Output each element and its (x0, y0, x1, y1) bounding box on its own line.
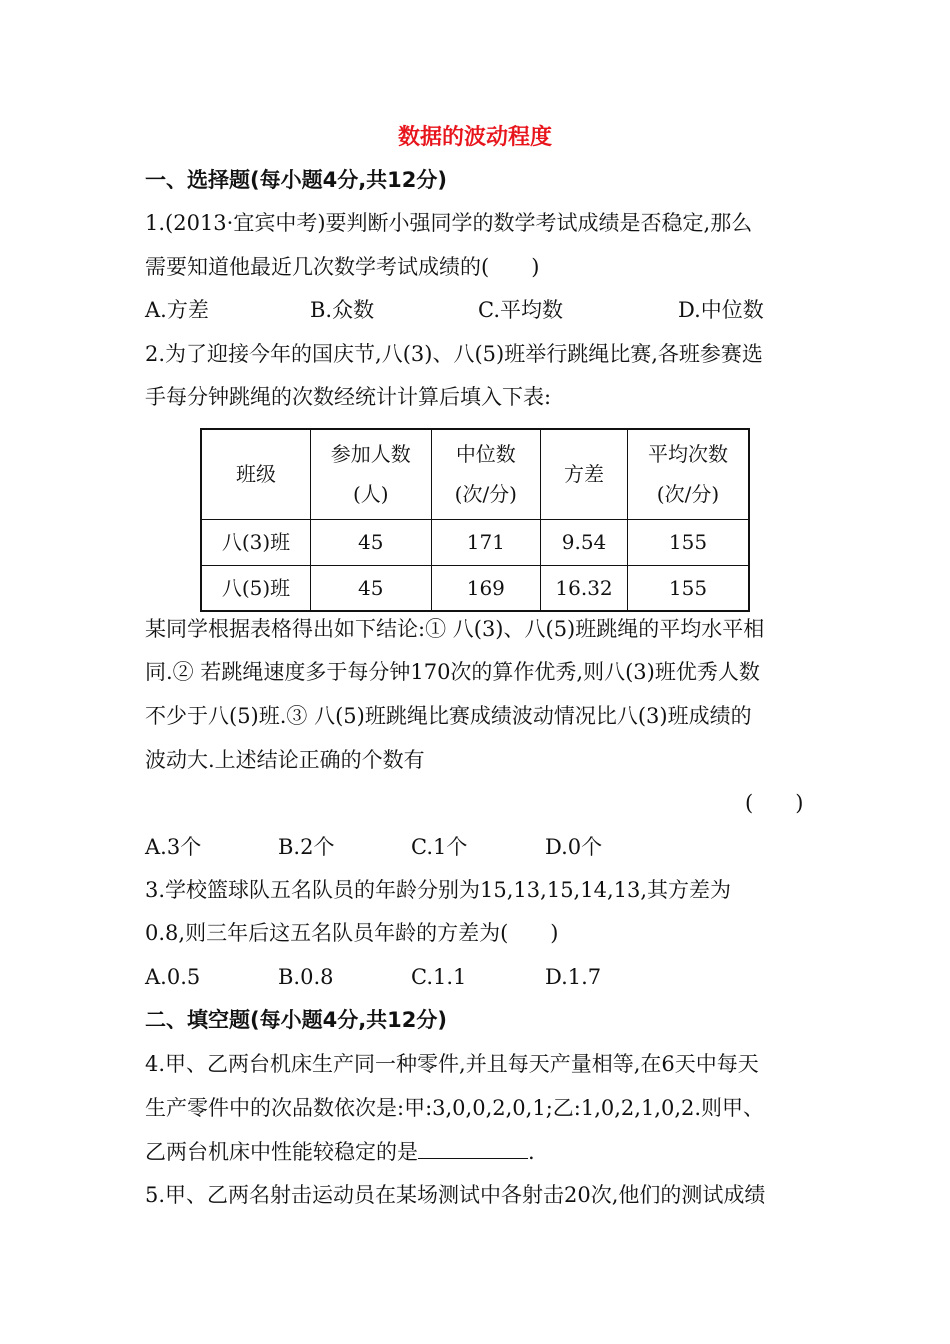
table-header-row (201, 429, 749, 519)
section1-heading: 一、选择题(每小题4分,共12分) (145, 168, 448, 192)
stats-table (200, 428, 750, 612)
q1-option-a: A.方差 (145, 298, 209, 322)
page-title: 数据的波动程度 (397, 125, 552, 150)
q1-option-c: C.平均数 (478, 298, 563, 322)
row1-count: 45 (311, 519, 432, 565)
table-row (201, 519, 749, 565)
q2-option-c: C.1个 (411, 835, 468, 859)
q3-option-b: B.0.8 (278, 965, 334, 989)
header-median: 中位数 (次/分) (431, 429, 541, 519)
q2-option-d: D.0个 (545, 835, 603, 859)
row1-variance: 9.54 (541, 519, 628, 565)
q2-option-b: B.2个 (278, 835, 335, 859)
q2-line3: 某同学根据表格得出如下结论:① 八(3)、八(5)班跳绳的平均水平相 (145, 617, 765, 641)
q3-option-c: C.1.1 (411, 965, 467, 989)
header-count: 参加人数 (人) (311, 429, 432, 519)
section2-heading: 二、填空题(每小题4分,共12分) (145, 1008, 448, 1032)
q4-line3-end: . (528, 1140, 535, 1164)
q5-line1: 5.甲、乙两名射击运动员在某场测试中各射击20次,他们的测试成绩 (145, 1183, 766, 1207)
row2-median: 169 (431, 565, 541, 611)
header-mean: 平均次数 (次/分) (627, 429, 749, 519)
table-row (201, 565, 749, 611)
q2-line5: 不少于八(5)班.③ 八(5)班跳绳比赛成绩波动情况比八(3)班成绩的 (145, 704, 752, 728)
row1-mean: 155 (627, 519, 749, 565)
q1-line2: 需要知道他最近几次数学考试成绩的( ) (145, 255, 540, 279)
q2-answer-paren: ( ) (745, 791, 804, 815)
row2-variance: 16.32 (541, 565, 628, 611)
q4-line2: 生产零件中的次品数依次是:甲:3,0,0,2,0,1;乙:1,0,2,1,0,2.则甲、 (145, 1096, 765, 1120)
row2-mean: 155 (627, 565, 749, 611)
q4-line3 (145, 1136, 535, 1167)
row1-median: 171 (431, 519, 541, 565)
q3-option-a: A.0.5 (145, 965, 201, 989)
q2-line4: 同.② 若跳绳速度多于每分钟170次的算作优秀,则八(3)班优秀人数 (145, 660, 760, 684)
q2-option-a: A.3个 (145, 835, 202, 859)
row2-class: 八(5)班 (201, 565, 311, 611)
q4-line1: 4.甲、乙两台机床生产同一种零件,并且每天产量相等,在6天中每天 (145, 1052, 759, 1076)
header-variance: 方差 (541, 429, 628, 519)
q2-line6: 波动大.上述结论正确的个数有 (145, 748, 425, 772)
row2-count: 45 (311, 565, 432, 611)
q2-line1: 2.为了迎接今年的国庆节,八(3)、八(5)班举行跳绳比赛,各班参赛选 (145, 342, 763, 366)
q1-line1: 1.(2013·宜宾中考)要判断小强同学的数学考试成绩是否稳定,那么 (145, 211, 753, 235)
q3-line1: 3.学校篮球队五名队员的年龄分别为15,13,15,14,13,其方差为 (145, 878, 732, 902)
q1-option-d: D.中位数 (678, 298, 764, 322)
q4-answer-blank[interactable] (418, 1136, 528, 1159)
q4-line3-text: 乙两台机床中性能较稳定的是 (145, 1140, 418, 1164)
row1-class: 八(3)班 (201, 519, 311, 565)
q2-line2: 手每分钟跳绳的次数经统计计算后填入下表: (145, 385, 552, 409)
q3-line2: 0.8,则三年后这五名队员年龄的方差为( ) (145, 921, 559, 945)
header-class: 班级 (201, 429, 311, 519)
q1-option-b: B.众数 (310, 298, 375, 322)
q3-option-d: D.1.7 (545, 965, 602, 989)
